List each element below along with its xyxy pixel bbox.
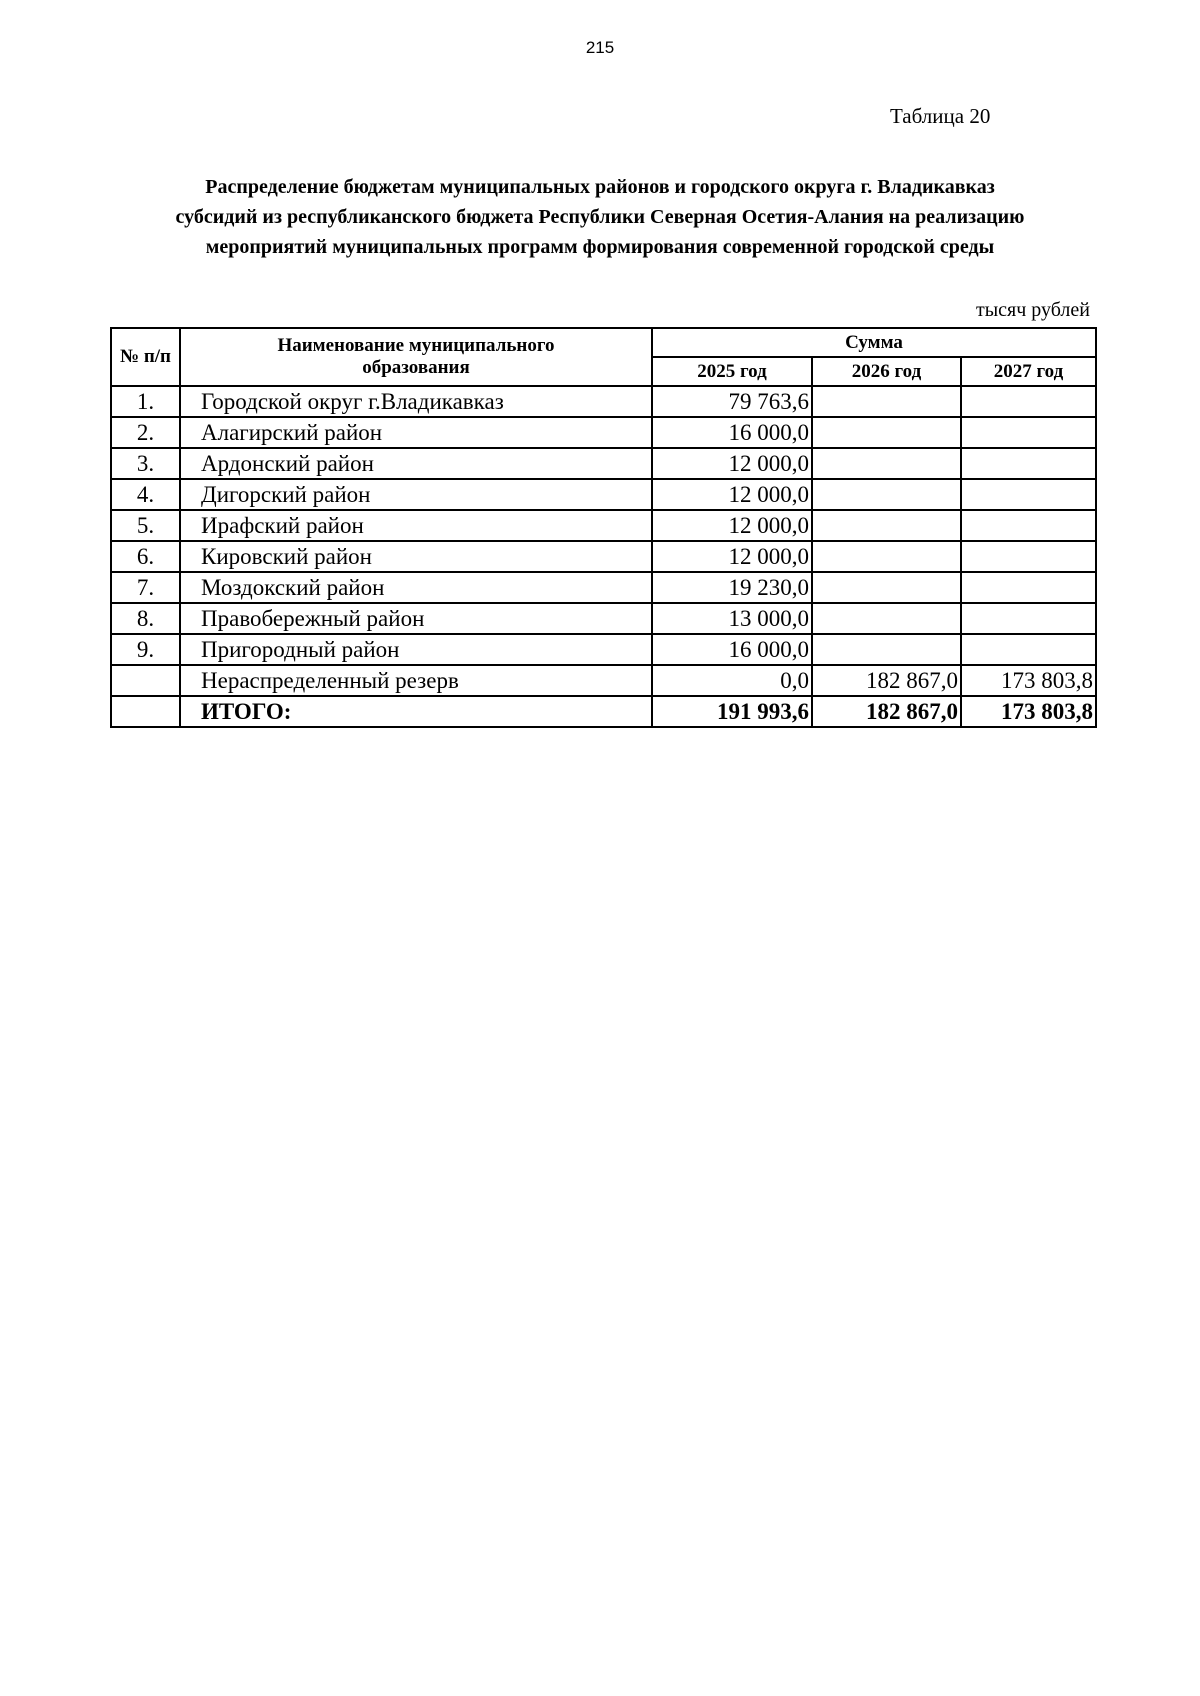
row-value-2027 (961, 386, 1096, 417)
row-name: Правобережный район (180, 603, 652, 634)
table-row (111, 665, 1096, 696)
document-title (100, 172, 1100, 262)
row-value-2026 (812, 386, 961, 417)
header-name-line: Наименование муниципального (277, 335, 555, 356)
table-row (111, 386, 1096, 417)
header-name-line: образования (362, 357, 470, 378)
row-value-2027 (961, 603, 1096, 634)
row-value-2025: 16 000,0 (652, 634, 812, 665)
title-line: Распределение бюджетам муниципальных районов и городского округа г. Владикавказ (205, 176, 995, 198)
table-row (111, 448, 1096, 479)
total-value-2026: 182 867,0 (812, 696, 961, 727)
row-value-2026 (812, 510, 961, 541)
row-name: Городской округ г.Владикавказ (180, 386, 652, 417)
row-value-2027 (961, 448, 1096, 479)
row-value-2025: 13 000,0 (652, 603, 812, 634)
row-num: 9. (111, 634, 180, 665)
row-value-2026 (812, 417, 961, 448)
row-value-2025: 12 000,0 (652, 479, 812, 510)
header-sum: Сумма (652, 328, 1096, 357)
row-name: Кировский район (180, 541, 652, 572)
row-num: 6. (111, 541, 180, 572)
title-line: мероприятий муниципальных программ формирования современной городской среды (205, 236, 995, 258)
row-value-2026 (812, 479, 961, 510)
row-value-2025: 12 000,0 (652, 541, 812, 572)
row-value-2026 (812, 634, 961, 665)
row-value-2027 (961, 479, 1096, 510)
row-value-2027 (961, 417, 1096, 448)
row-name: Пригородный район (180, 634, 652, 665)
row-num: 1. (111, 386, 180, 417)
total-row (111, 696, 1096, 727)
row-value-2027: 173 803,8 (961, 665, 1096, 696)
row-value-2025: 16 000,0 (652, 417, 812, 448)
row-value-2025: 0,0 (652, 665, 812, 696)
row-name: Нераспределенный резерв (180, 665, 652, 696)
units-label: тысяч рублей (975, 299, 1090, 321)
table-row (111, 510, 1096, 541)
table-row (111, 541, 1096, 572)
total-label: ИТОГО: (180, 696, 652, 727)
row-num (111, 665, 180, 696)
table-row (111, 572, 1096, 603)
row-value-2027 (961, 541, 1096, 572)
row-value-2025: 12 000,0 (652, 510, 812, 541)
row-name: Ирафский район (180, 510, 652, 541)
row-value-2027 (961, 572, 1096, 603)
row-num: 4. (111, 479, 180, 510)
row-value-2026 (812, 541, 961, 572)
row-value-2026: 182 867,0 (812, 665, 961, 696)
row-value-2026 (812, 448, 961, 479)
row-value-2026 (812, 572, 961, 603)
row-name: Моздокский район (180, 572, 652, 603)
row-value-2027 (961, 634, 1096, 665)
header-year-2026: 2026 год (812, 357, 961, 386)
title-line: субсидий из республиканского бюджета Республики Северная Осетия-Алания на реализацию (175, 206, 1025, 228)
total-value-2027: 173 803,8 (961, 696, 1096, 727)
table-row (111, 479, 1096, 510)
row-name: Ардонский район (180, 448, 652, 479)
budget-table (110, 327, 1097, 728)
table-row (111, 634, 1096, 665)
total-value-2025: 191 993,6 (652, 696, 812, 727)
row-value-2025: 19 230,0 (652, 572, 812, 603)
row-num: 8. (111, 603, 180, 634)
header-row (111, 328, 1096, 357)
row-value-2025: 12 000,0 (652, 448, 812, 479)
header-year-2027: 2027 год (961, 357, 1096, 386)
page-number: 215 (585, 38, 615, 57)
table-label: Таблица 20 (890, 104, 991, 128)
header-name (180, 328, 652, 386)
row-num: 5. (111, 510, 180, 541)
row-value-2025: 79 763,6 (652, 386, 812, 417)
row-value-2026 (812, 603, 961, 634)
row-num: 7. (111, 572, 180, 603)
row-value-2027 (961, 510, 1096, 541)
total-num (111, 696, 180, 727)
row-num: 3. (111, 448, 180, 479)
row-num: 2. (111, 417, 180, 448)
header-num: № п/п (111, 328, 180, 386)
header-year-2025: 2025 год (652, 357, 812, 386)
table-row (111, 603, 1096, 634)
table-row (111, 417, 1096, 448)
row-name: Алагирский район (180, 417, 652, 448)
row-name: Дигорский район (180, 479, 652, 510)
